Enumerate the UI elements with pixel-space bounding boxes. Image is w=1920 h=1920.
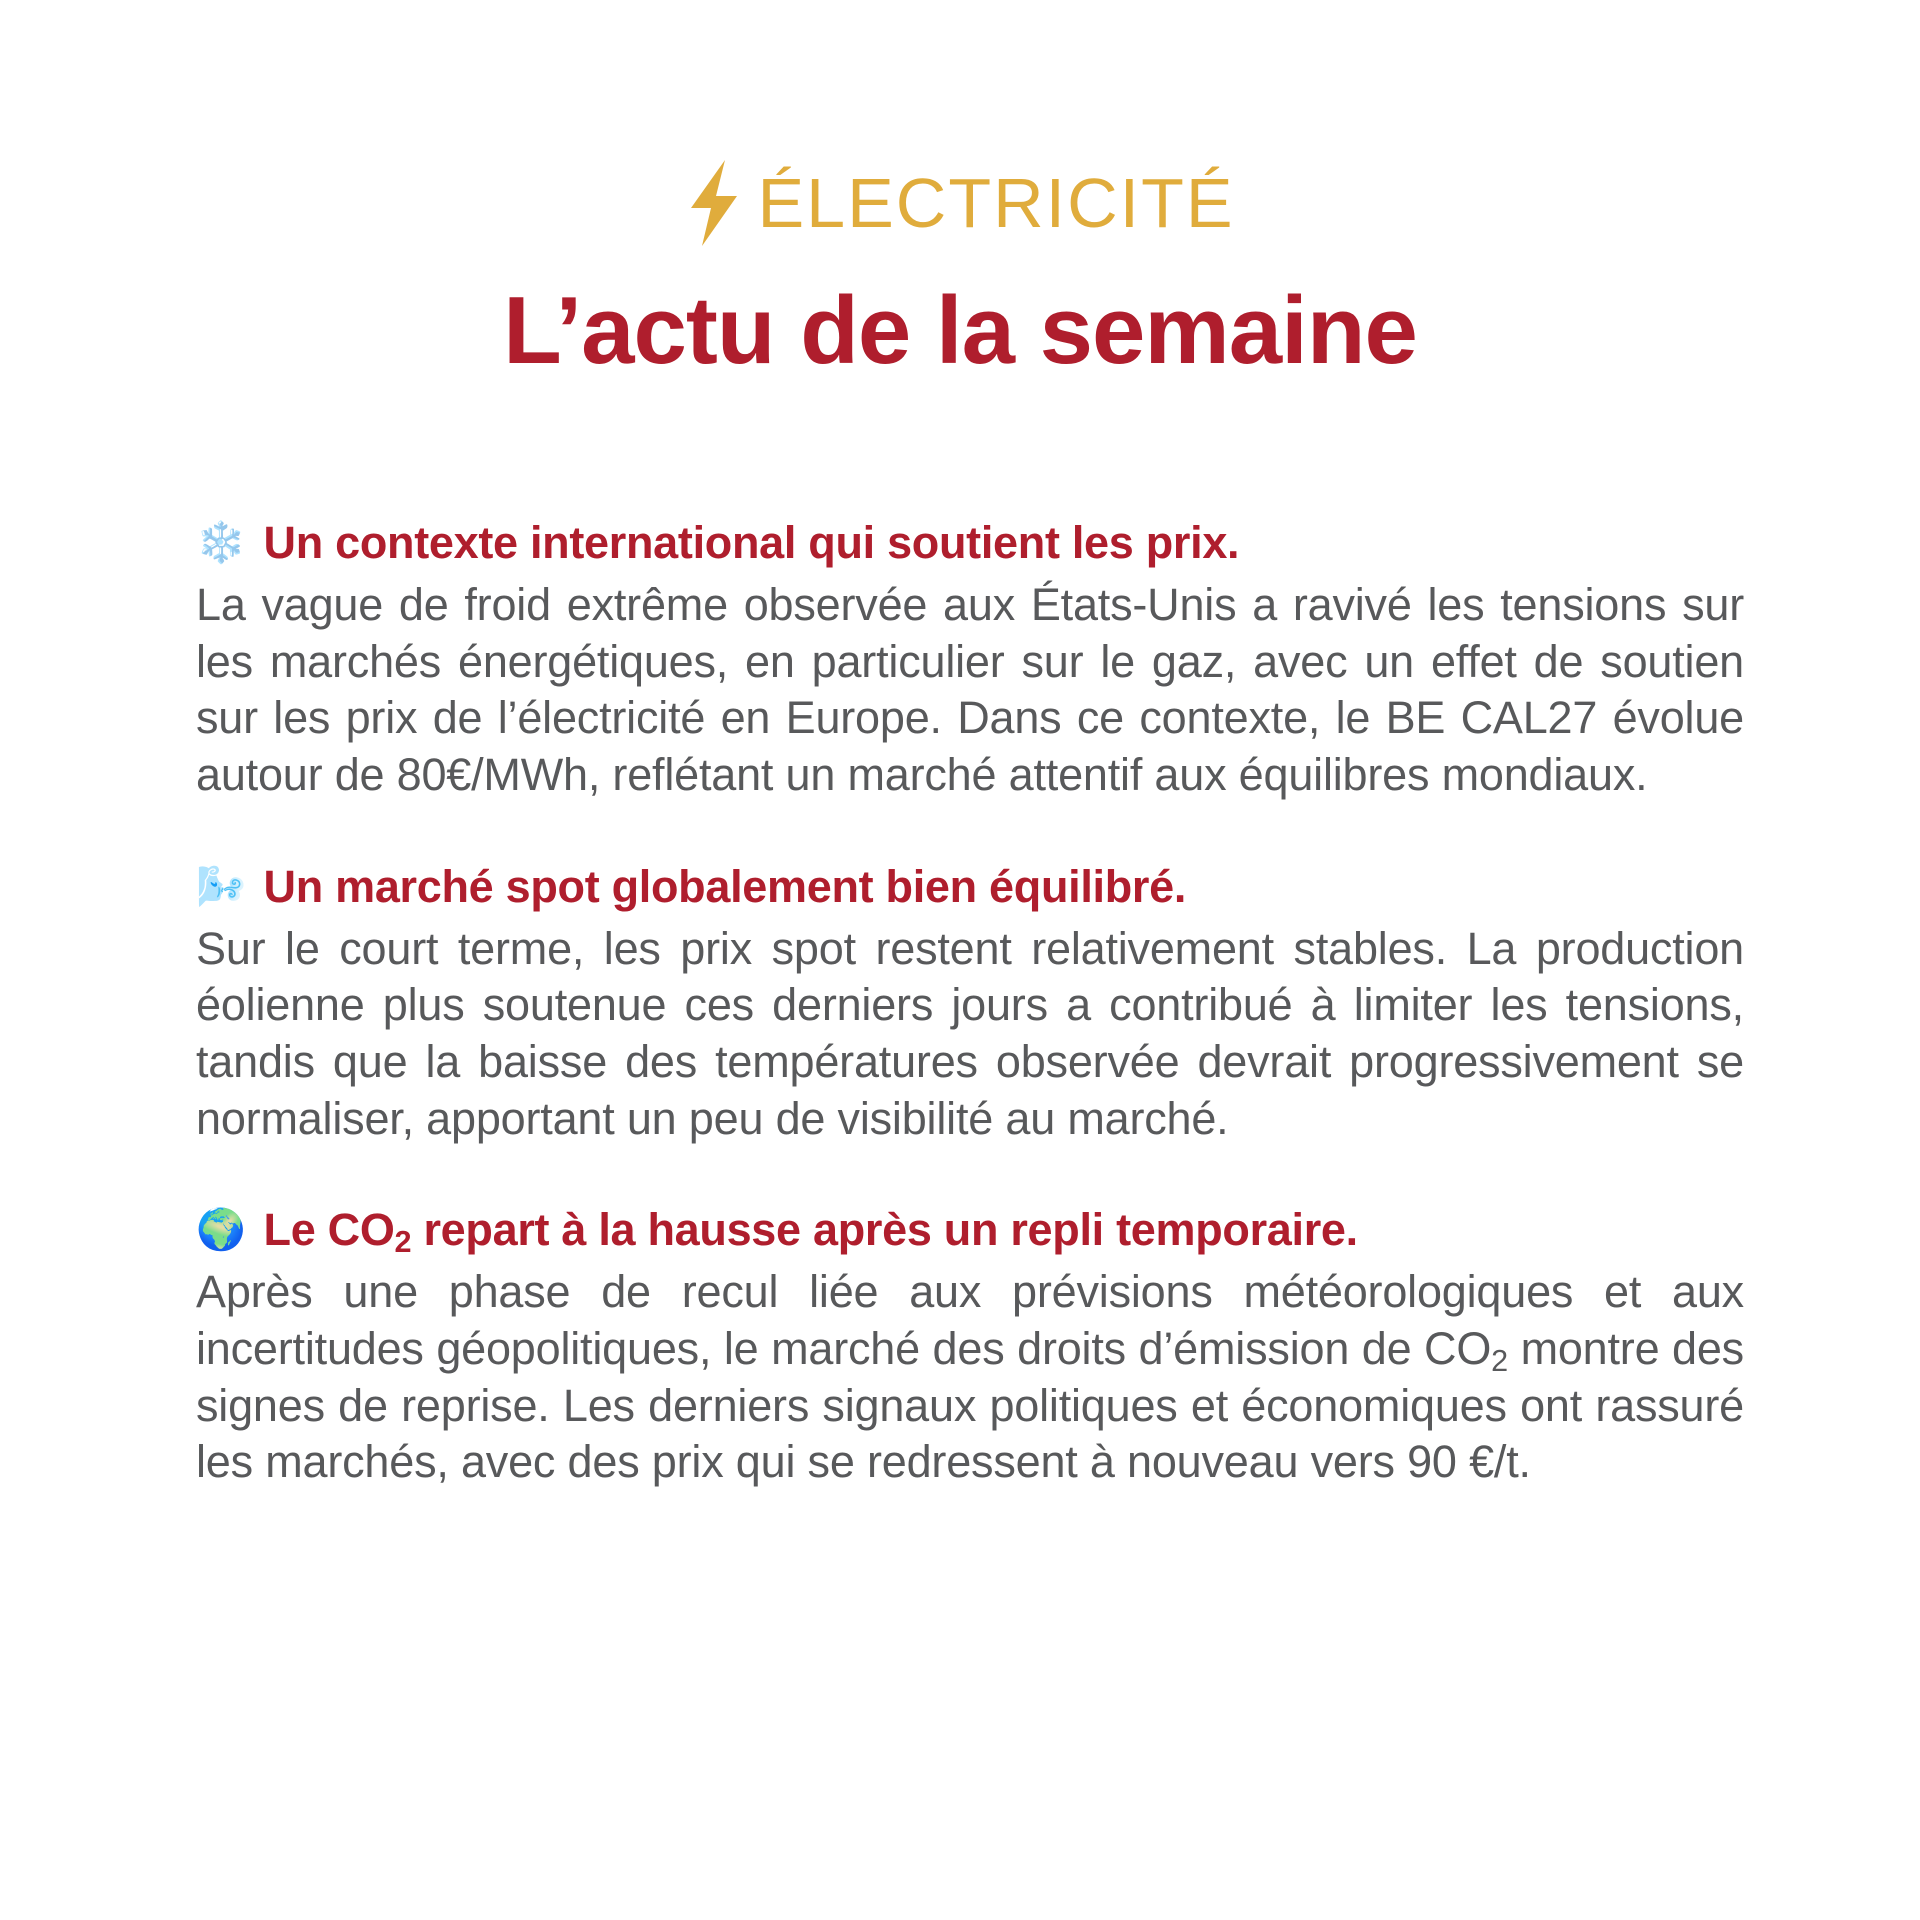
section-heading-text [264, 1203, 1744, 1258]
section-heading [196, 1203, 1744, 1258]
article-body [196, 516, 1744, 1491]
page-title: L’actu de la semaine [503, 277, 1417, 384]
lightning-bolt-icon [685, 160, 743, 246]
section-spot-market [196, 860, 1744, 1148]
co2-subscript: 2 [1491, 1343, 1508, 1378]
section-paragraph: La vague de froid extrême observée aux États-Unis a ravivé les tensions sur les marchés énergétiques, en particulier sur le gaz, avec un effet de soutien sur les prix de l’électricité en Europe. Dans ce contexte, le BE CAL27 évolue autour de 80€/MWh, reflétant un marché attentif aux équilibres mondiaux. [196, 578, 1744, 800]
section-co2 [196, 1203, 1744, 1491]
category-label: ÉLECTRICITÉ [757, 164, 1235, 242]
globe-europe-africa-icon: 🌍 [196, 1208, 246, 1253]
section-heading [196, 516, 1744, 571]
section-heading-text-part2: repart à la hausse après un repli temporaire. [411, 1204, 1358, 1256]
section-heading [196, 860, 1744, 915]
section-paragraph-part2: montre des signes de reprise. Les derniers signaux politiques et économiques ont rassuré les marchés, avec des prix qui se redressent à nouveau vers 90 €/t. [196, 1322, 1744, 1488]
section-heading-text: Un marché spot globalement bien équilibré. [263, 860, 1187, 912]
section-paragraph: Sur le court terme, les prix spot restent relativement stables. La production éolienne plus soutenue ces derniers jours a contribué à limiter les tensions, tandis que la baisse des températures observée devrait progressivement se normaliser, apportant un peu de visibilité au marché. [196, 922, 1744, 1144]
section-heading-text-part1: Le CO [263, 1204, 395, 1256]
section-cold-wave [196, 516, 1744, 804]
wind-face-icon: 🌬️ [196, 864, 246, 909]
section-heading-text: Un contexte international qui soutient les prix. [263, 517, 1240, 568]
snowflake-icon: ❄️ [196, 521, 246, 565]
page-header [0, 0, 1920, 382]
section-paragraph-part1: Après une phase de recul liée aux prévisions météorologiques et aux incertitudes géopolitiques, le marché des droits d’émission de CO [196, 1266, 1744, 1374]
category-kicker [685, 160, 1234, 246]
co2-subscript: 2 [394, 1225, 412, 1259]
section-paragraph [196, 1264, 1744, 1491]
